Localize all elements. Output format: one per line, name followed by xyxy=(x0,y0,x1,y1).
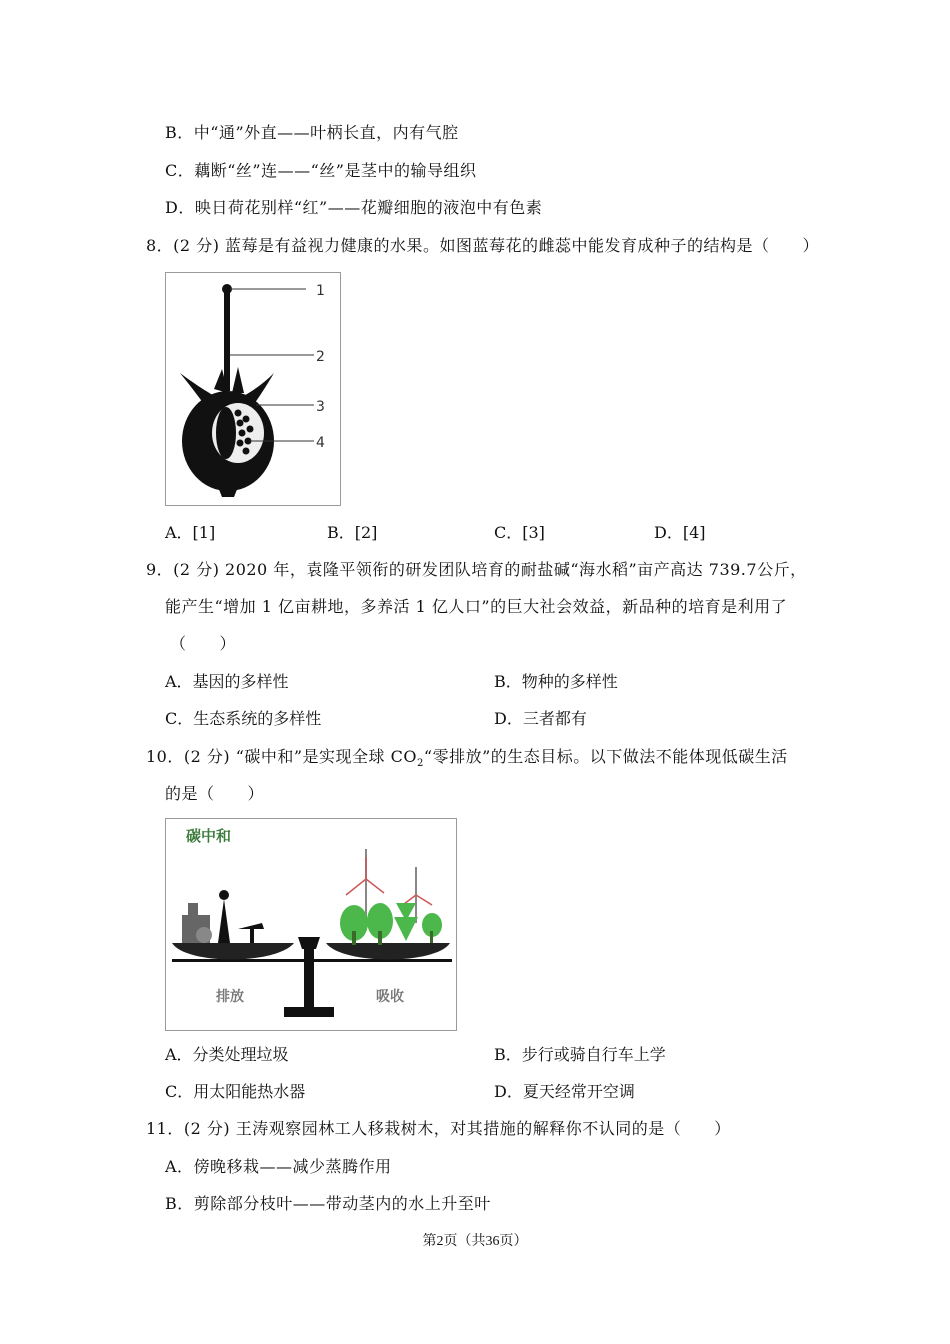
q10-stem-post: “零排放”的生态目标。以下做法不能体现低碳生活 xyxy=(423,747,788,766)
q9-stem-line3: （ ） xyxy=(170,634,237,653)
carbon-neutral-figure xyxy=(165,818,457,1031)
q7-option-c: C．藕断“丝”连——“丝”是茎中的输导组织 xyxy=(165,161,477,180)
page-footer: 第2页（共36页） xyxy=(422,1234,528,1249)
carbon-neutral-svg xyxy=(166,819,456,1030)
q7-option-d: D．映日荷花别样“红”——花瓣细胞的液泡中有色素 xyxy=(165,198,543,217)
q7-option-b: B．中“通”外直——叶柄长直，内有气腔 xyxy=(165,123,459,142)
q10-stem-sub: 2 xyxy=(417,758,424,769)
q10-option-c: C．用太阳能热水器 xyxy=(165,1082,306,1101)
pistil-diagram-svg xyxy=(166,273,340,505)
q8-option-c: C．[3] xyxy=(494,523,545,542)
q9-stem-line2: 能产生“增加 1 亿亩耕地，多养活 1 亿人口”的巨大社会效益，新品种的培育是利用了 xyxy=(165,597,788,616)
absorption-label: 吸收 xyxy=(376,989,404,1005)
pistil-label-1: 1 xyxy=(316,283,325,299)
q11-option-a: A．傍晚移栽——减少蒸腾作用 xyxy=(165,1157,392,1176)
q10-option-d: D．夏天经常开空调 xyxy=(494,1082,635,1101)
q8-option-b: B．[2] xyxy=(327,523,378,542)
q10-option-b: B．步行或骑自行车上学 xyxy=(494,1045,666,1064)
q10-stem-line1 xyxy=(146,746,788,775)
q8-stem: 8．(2 分) 蓝莓是有益视力健康的水果。如图蓝莓花的雌蕊中能发育成种子的结构是（ ） xyxy=(146,236,820,255)
pistil-label-4: 4 xyxy=(316,435,325,451)
pistil-label-3: 3 xyxy=(316,399,325,415)
pistil-diagram xyxy=(165,272,341,506)
emission-label: 排放 xyxy=(216,989,244,1005)
q8-option-a: A．[1] xyxy=(165,523,216,542)
q9-option-a: A．基因的多样性 xyxy=(165,672,289,691)
carbon-neutral-title: 碳中和 xyxy=(186,827,232,845)
q9-option-b: B．物种的多样性 xyxy=(494,672,618,691)
q10-option-a: A．分类处理垃圾 xyxy=(165,1045,289,1064)
q8-option-d: D．[4] xyxy=(654,523,706,542)
q9-stem-line1: 9．(2 分) 2020 年，袁隆平领衔的研发团队培育的耐盐碱“海水稻”亩产高达 739.7公斤， xyxy=(146,560,807,579)
pistil-label-2: 2 xyxy=(316,349,325,365)
q11-option-b: B．剪除部分枝叶——带动茎内的水上升至叶 xyxy=(165,1194,491,1213)
q10-stem-line2: 的是（ ） xyxy=(165,784,265,803)
q11-stem: 11．(2 分) 王涛观察园林工人移栽树木，对其措施的解释你不认同的是（ ） xyxy=(146,1119,731,1138)
q10-stem-pre: 10．(2 分) “碳中和”是实现全球 CO xyxy=(146,747,418,766)
q9-option-d: D．三者都有 xyxy=(494,709,587,728)
q9-option-c: C．生态系统的多样性 xyxy=(165,709,322,728)
